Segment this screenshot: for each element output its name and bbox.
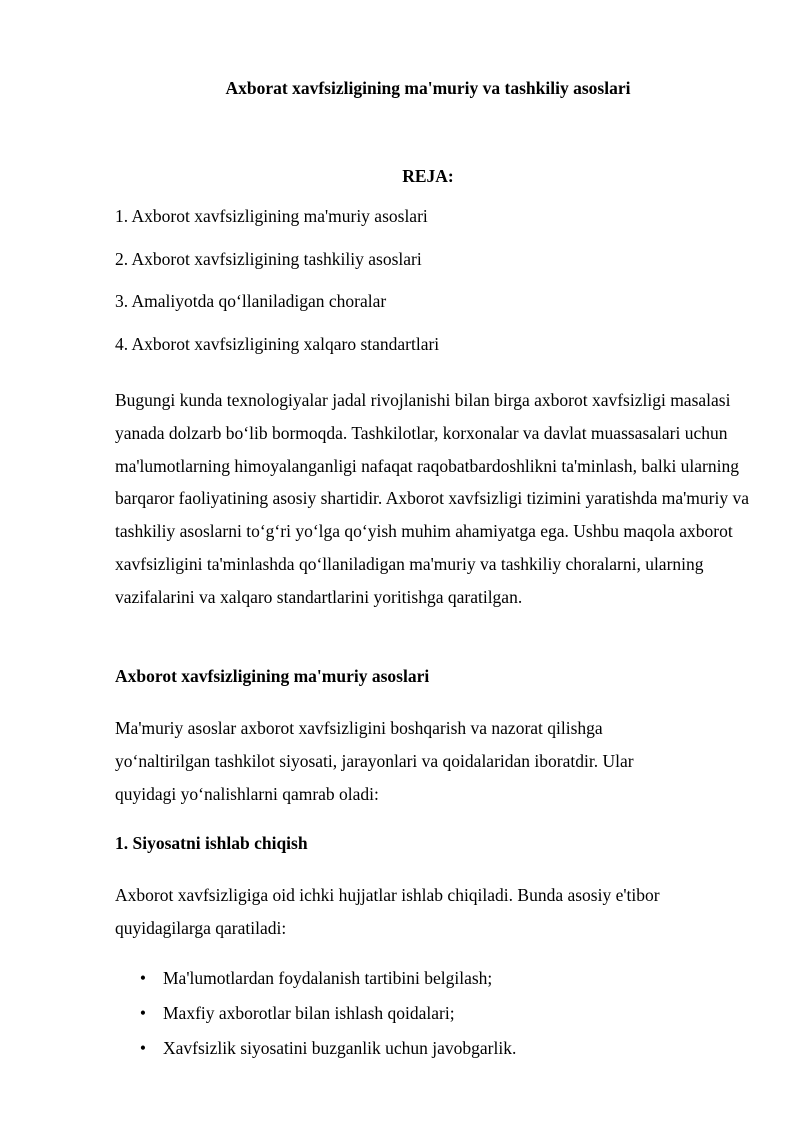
section-paragraph-administrative: Ma'muriy asoslar axborot xavfsizligini boshqarish va nazorat qilishga yo‘naltirilgan tashkilot siyosati, jarayonlari va qoidalaridan iboratdir. Ular quyidagi yo‘nalishlarni qamrab oladi: xyxy=(115,718,634,804)
bullet-text: Ma'lumotlardan foydalanish tartibini belgilash; xyxy=(163,968,493,988)
bullet-list xyxy=(115,966,516,1071)
document-title: Axborat xavfsizligining ma'muriy va tashkiliy asoslari xyxy=(225,78,631,98)
section-heading-administrative: Axborot xavfsizligining ma'muriy asoslari xyxy=(115,666,430,686)
bullet-dot-icon: • xyxy=(139,1038,147,1058)
bullet-item xyxy=(115,966,516,1001)
subsection-heading-policy: 1. Siyosatni ishlab chiqish xyxy=(115,833,308,853)
subsection-paragraph-policy: Axborot xavfsizligiga oid ichki hujjatlar ishlab chiqiladi. Bunda asosiy e'tibor quyidagilarga qaratiladi: xyxy=(115,885,660,938)
bullet-item xyxy=(115,1001,516,1036)
bullet-dot-icon: • xyxy=(139,1003,147,1023)
plan-item: 3. Amaliyotda qo‘llaniladigan choralar xyxy=(115,291,387,311)
intro-paragraph: Bugungi kunda texnologiyalar jadal rivojlanishi bilan birga axborot xavfsizligi masalasi yanada dolzarb bo‘lib bormoqda. Tashkilotlar, korxonalar va davlat muassasalari uchun ma'lumotlarning himoyalanganligi nafaqat raqobatbardoshlikni ta'minlash, balki ularning barqaror faoliyatining asosiy shartidir. Axborot xavfsizligi tizimini yaratishda ma'muriy va tashkiliy asoslarni to‘g‘ri yo‘lga qo‘yish muhim ahamiyatga ega. Ushbu maqola axborot xavfsizligini ta'minlashda qo‘llaniladigan ma'muriy va tashkiliy choralarni, ularning vazifalarini va xalqaro standartlarini yoritishga qaratilgan. xyxy=(115,390,749,607)
plan-heading: REJA: xyxy=(402,166,454,186)
plan-item: 4. Axborot xavfsizligining xalqaro standartlari xyxy=(115,333,440,354)
plan-item: 1. Axborot xavfsizligining ma'muriy asoslari xyxy=(115,206,428,226)
plan-list xyxy=(115,204,439,374)
bullet-text: Maxfiy axborotlar bilan ishlash qoidalari; xyxy=(163,1003,455,1023)
bullet-text: Xavfsizlik siyosatini buzganlik uchun javobgarlik. xyxy=(163,1038,517,1058)
bullet-dot-icon: • xyxy=(139,968,147,988)
bullet-item xyxy=(115,1036,516,1071)
plan-item: 2. Axborot xavfsizligining tashkiliy asoslari xyxy=(115,248,422,269)
